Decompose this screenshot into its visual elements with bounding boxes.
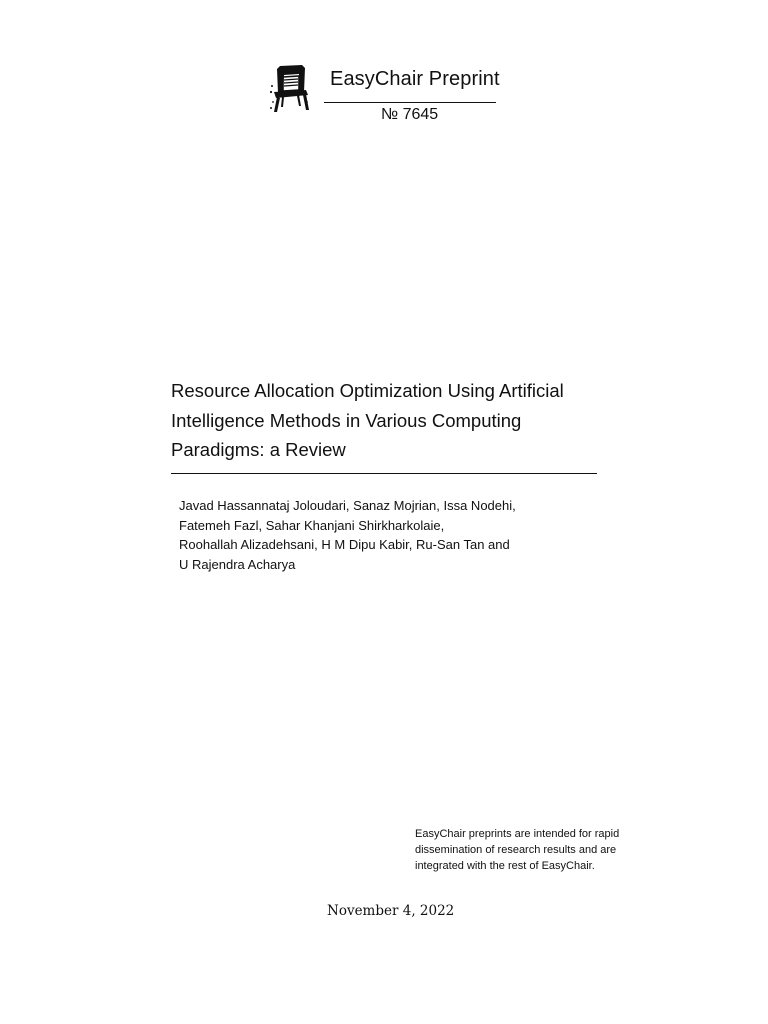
- title-line: Intelligence Methods in Various Computing: [171, 409, 522, 431]
- author-line: U Rajendra Acharya: [179, 556, 296, 572]
- brand-title: EasyChair Preprint: [330, 68, 500, 90]
- preprint-note: [415, 826, 655, 874]
- author-line: Fatemeh Fazl, Sahar Khanjani Shirkharkolaie,: [179, 517, 445, 533]
- author-line: Roohallah Alizadehsani, H M Dipu Kabir, Ru-San Tan and: [179, 537, 510, 552]
- note-line: integrated with the rest of EasyChair.: [415, 860, 595, 872]
- note-line: EasyChair preprints are intended for rapid: [415, 828, 620, 840]
- note-line: dissemination of research results and are: [415, 844, 617, 856]
- brand-divider: [324, 102, 496, 103]
- easychair-logo-icon: [268, 62, 310, 114]
- author-line: Javad Hassannataj Joloudari, Sanaz Mojrian, Issa Nodehi,: [179, 498, 516, 513]
- paper-title: [171, 376, 611, 465]
- title-line: Paradigms: a Review: [171, 439, 346, 460]
- title-line: Resource Allocation Optimization Using Artificial: [171, 380, 564, 401]
- publication-date: November 4, 2022: [327, 903, 455, 919]
- author-list: [179, 496, 599, 574]
- preprint-number: № 7645: [381, 106, 439, 123]
- title-divider: [171, 473, 597, 474]
